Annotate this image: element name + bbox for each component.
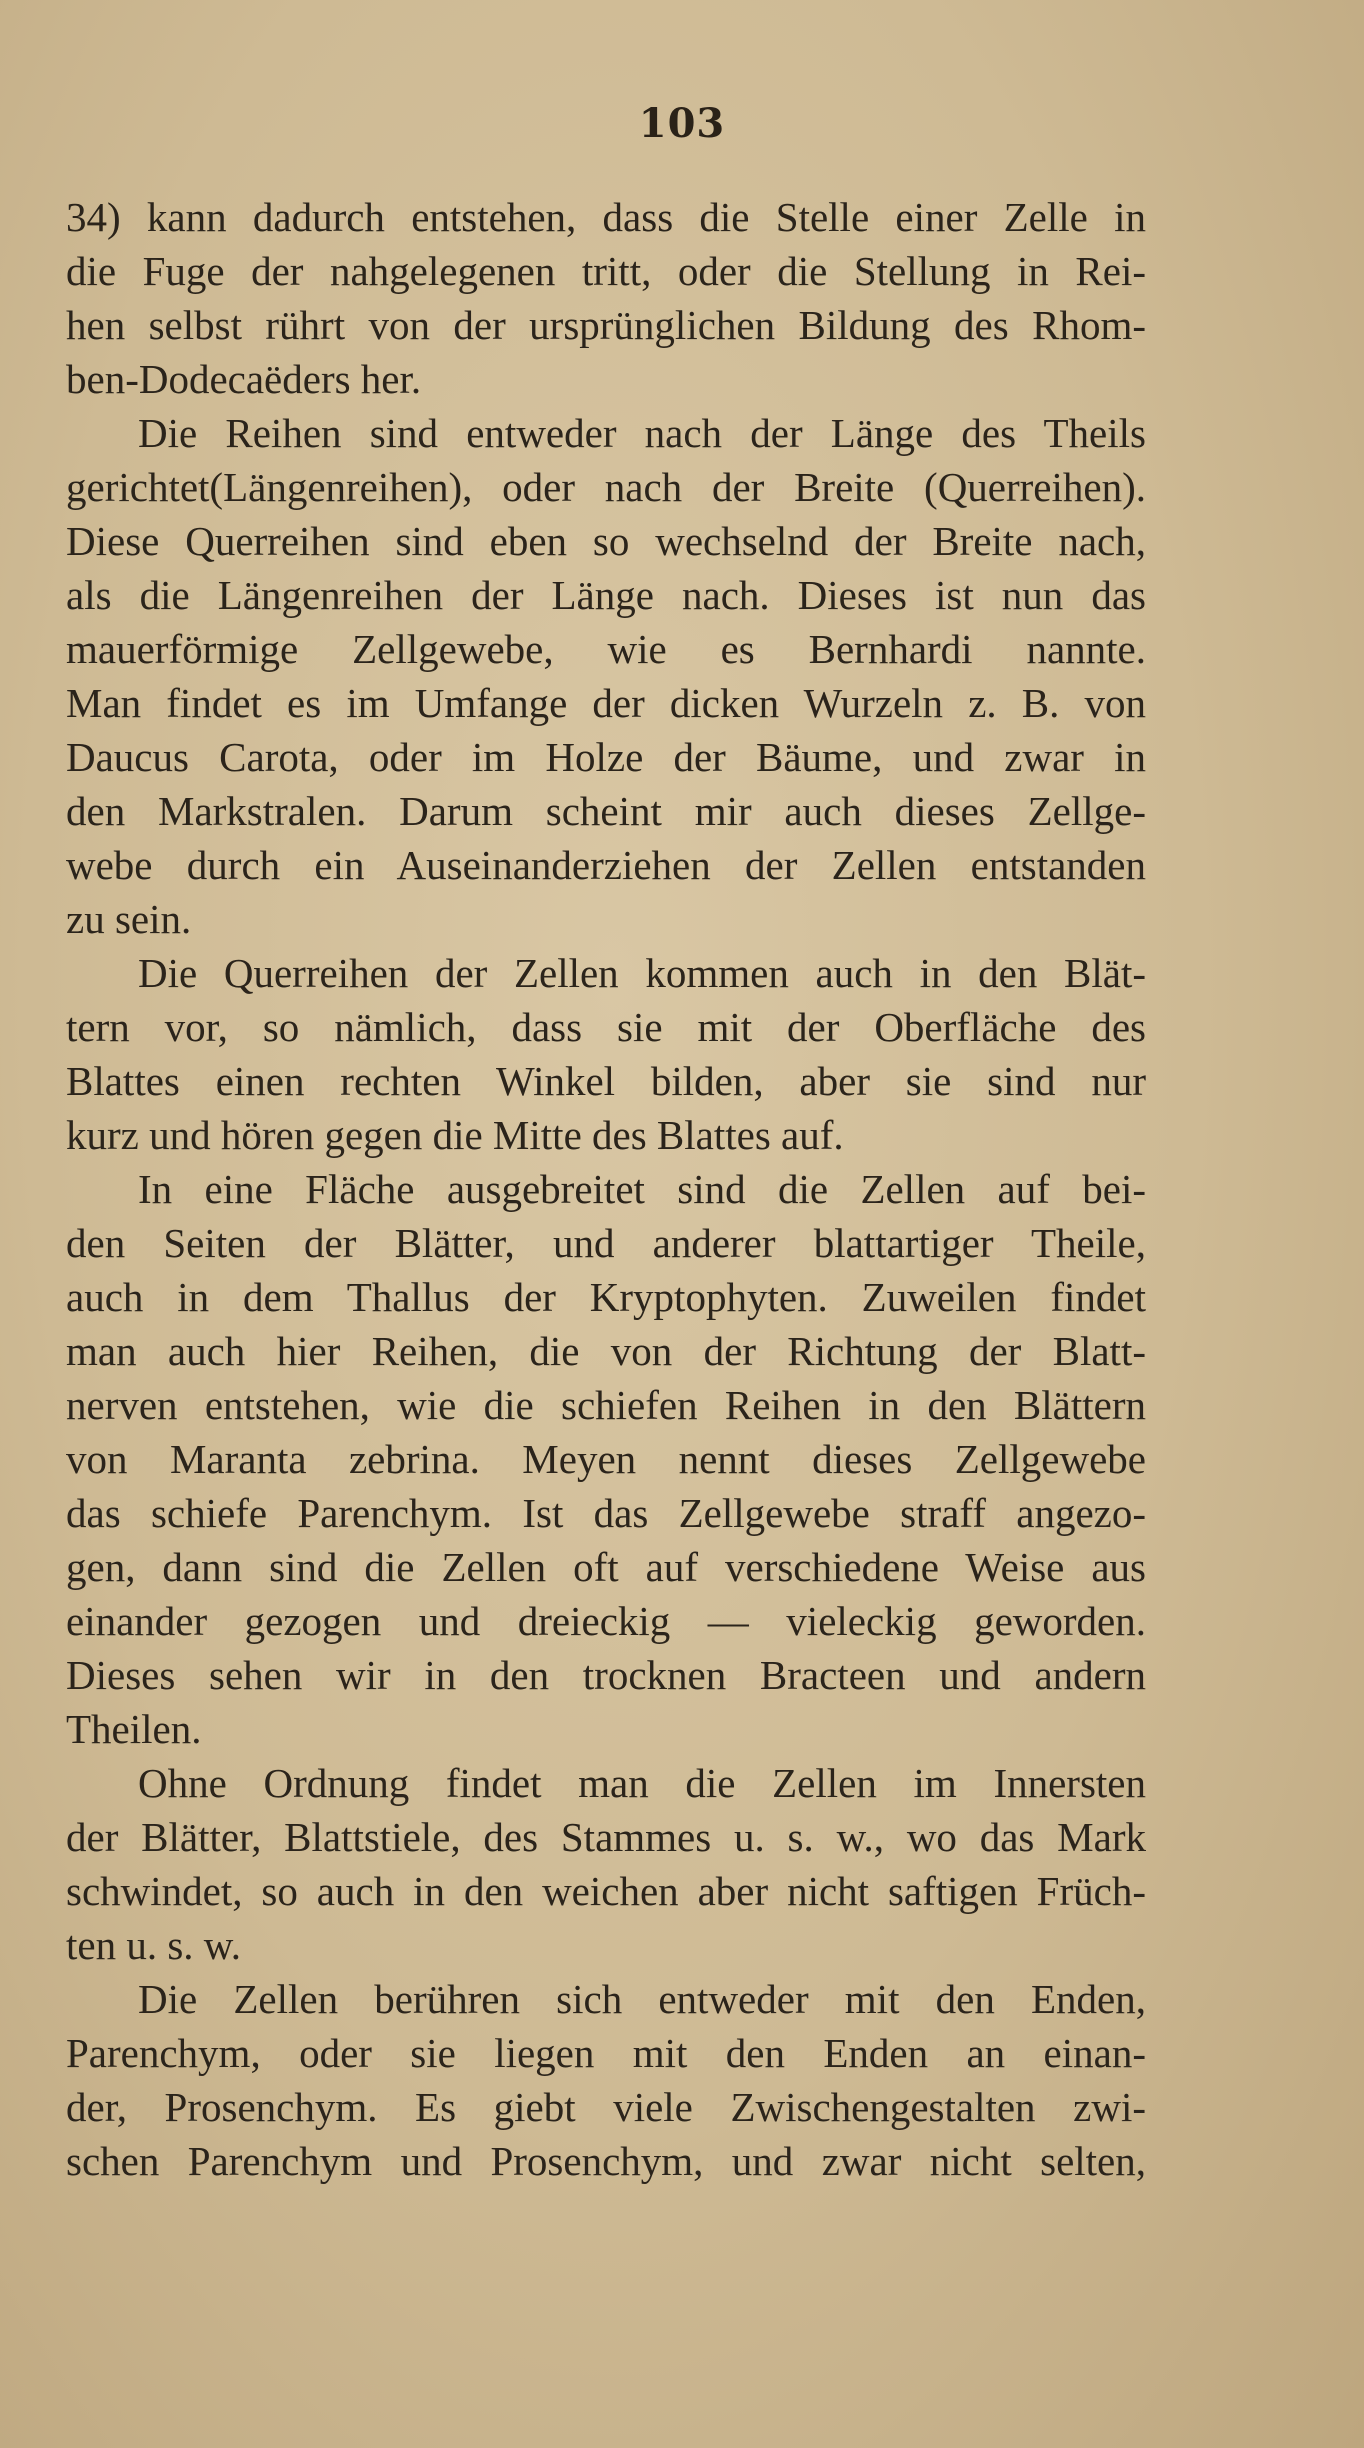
text-line: Die Zellen berühren sich entweder mit den Enden, [138, 1976, 1146, 2022]
text-line: gen, dann sind die Zellen oft auf verschiedene Weise aus [66, 1544, 1146, 1590]
text-line: nerven entstehen, wie die schiefen Reihen in den Blättern [66, 1382, 1146, 1428]
text-line: die Fuge der nahgelegenen tritt, oder die Stellung in Rei- [66, 248, 1146, 294]
text-line: Diese Querreihen sind eben so wechselnd der Breite nach, [66, 518, 1146, 564]
text-line: den Seiten der Blätter, und anderer blattartiger Theile, [66, 1220, 1146, 1266]
page-number: 103 [638, 100, 726, 147]
text-line: das schiefe Parenchym. Ist das Zellgewebe straff angezo- [66, 1490, 1146, 1536]
text-line: der, Prosenchym. Es giebt viele Zwischengestalten zwi- [66, 2084, 1146, 2130]
text-line: Daucus Carota, oder im Holze der Bäume, und zwar in [66, 734, 1146, 780]
text-line: kurz und hören gegen die Mitte des Blattes auf. [66, 1112, 844, 1158]
text-line: Theilen. [66, 1706, 202, 1752]
text-line: schwindet, so auch in den weichen aber nicht saftigen Früch- [66, 1868, 1146, 1914]
text-line: Ohne Ordnung findet man die Zellen im Innersten [138, 1760, 1146, 1806]
text-line: Die Reihen sind entweder nach der Länge des Theils [138, 410, 1146, 456]
text-line: webe durch ein Auseinanderziehen der Zellen entstanden [66, 842, 1146, 888]
text-line: Dieses sehen wir in den trocknen Bracteen und andern [66, 1652, 1146, 1698]
text-line: Die Querreihen der Zellen kommen auch in den Blät- [138, 950, 1146, 996]
text-line: tern vor, so nämlich, dass sie mit der Oberfläche des [66, 1004, 1146, 1050]
text-line: Man findet es im Umfange der dicken Wurzeln z. B. von [66, 680, 1146, 726]
text-line: In eine Fläche ausgebreitet sind die Zellen auf bei- [138, 1166, 1146, 1212]
body-text [66, 190, 1146, 2188]
text-line: ben-Dodecaëders her. [66, 356, 422, 402]
text-line: Blattes einen rechten Winkel bilden, aber sie sind nur [66, 1058, 1146, 1104]
text-line: 34) kann dadurch entstehen, dass die Stelle einer Zelle in [66, 194, 1146, 240]
text-line: man auch hier Reihen, die von der Richtung der Blatt- [66, 1328, 1146, 1374]
text-line: Parenchym, oder sie liegen mit den Enden an einan- [66, 2030, 1146, 2076]
text-line: zu sein. [66, 896, 192, 942]
text-line: als die Längenreihen der Länge nach. Dieses ist nun das [66, 572, 1146, 618]
text-line: schen Parenchym und Prosenchym, und zwar nicht selten, [66, 2138, 1146, 2184]
text-line: einander gezogen und dreieckig — vieleckig geworden. [66, 1598, 1146, 1644]
text-line: hen selbst rührt von der ursprünglichen Bildung des Rhom- [66, 302, 1146, 348]
text-line: den Markstralen. Darum scheint mir auch dieses Zellge- [66, 788, 1146, 834]
text-line: von Maranta zebrina. Meyen nennt dieses Zellgewebe [66, 1436, 1146, 1482]
text-line: der Blätter, Blattstiele, des Stammes u. s. w., wo das Mark [66, 1814, 1146, 1860]
text-line: mauerförmige Zellgewebe, wie es Bernhardi nannte. [66, 626, 1146, 672]
text-line: gerichtet(Längenreihen), oder nach der Breite (Querreihen). [66, 464, 1146, 510]
text-line: ten u. s. w. [66, 1922, 241, 1968]
text-line: auch in dem Thallus der Kryptophyten. Zuweilen findet [66, 1274, 1146, 1320]
